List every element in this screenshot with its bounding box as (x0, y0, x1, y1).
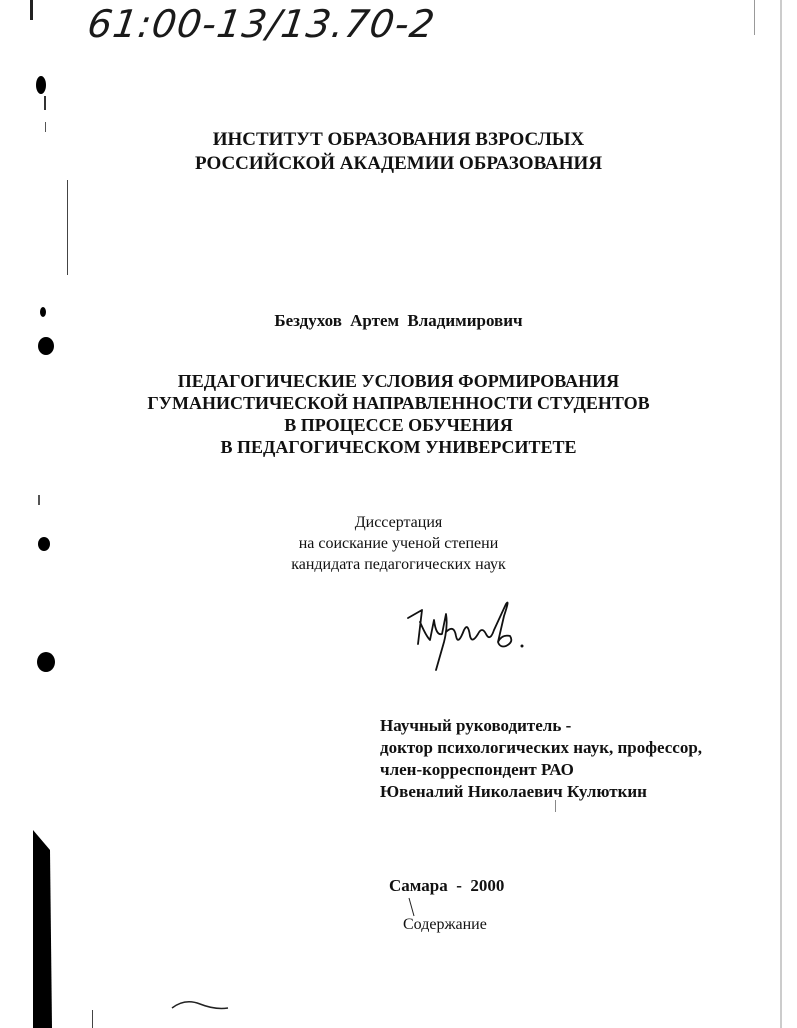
supervisor-line: Научный руководитель - (380, 716, 572, 735)
author-name: Бездухов Артем Владимирович (274, 311, 523, 330)
pen-stroke (172, 1002, 228, 1009)
title-line: ГУМАНИСТИЧЕСКОЙ НАПРАВЛЕННОСТИ СТУДЕНТОВ (147, 393, 650, 413)
edge-line (67, 180, 68, 275)
supervisor-line: член-корреспондент РАО (380, 760, 574, 779)
edge-mark (44, 96, 46, 110)
scan-shadow-edge (33, 830, 52, 1028)
binding-hole-mark (36, 76, 46, 94)
supervisor-line: Ювеналий Николаевич Кулюткин (380, 782, 647, 801)
binding-hole-mark (38, 337, 54, 355)
institute-line: ИНСТИТУТ ОБРАЗОВАНИЯ ВЗРОСЛЫХ (212, 129, 585, 150)
institute-name (0, 128, 797, 176)
pen-stroke (409, 898, 414, 916)
edge-mark (30, 0, 33, 20)
edge-mark (754, 0, 755, 35)
title-line: ПЕДАГОГИЧЕСКИЕ УСЛОВИЯ ФОРМИРОВАНИЯ (177, 371, 620, 391)
author-signature-icon (400, 596, 540, 676)
edge-mark (38, 495, 40, 505)
edge-mark (92, 1010, 93, 1028)
degree-line: кандидата педагогических наук (291, 556, 506, 573)
degree-line: на соискание ученой степени (298, 535, 499, 552)
degree-line: Диссертация (354, 514, 443, 531)
title-line: В ПРОЦЕССЕ ОБУЧЕНИЯ (284, 415, 513, 435)
contents-heading: Содержание (403, 916, 487, 933)
binding-hole-mark (37, 652, 55, 672)
scientific-supervisor (380, 715, 702, 803)
institute-line: РОССИЙСКОЙ АКАДЕМИИ ОБРАЗОВАНИЯ (194, 153, 603, 174)
degree-statement (0, 512, 797, 575)
city-and-year: Самара - 2000 (389, 876, 505, 895)
title-line: В ПЕДАГОГИЧЕСКОМ УНИВЕРСИТЕТЕ (220, 437, 577, 457)
supervisor-line: доктор психологических наук, профессор, (380, 738, 703, 757)
dissertation-title (0, 370, 797, 458)
handwritten-archive-code: 61:00-13/13.70-2 (84, 2, 439, 46)
